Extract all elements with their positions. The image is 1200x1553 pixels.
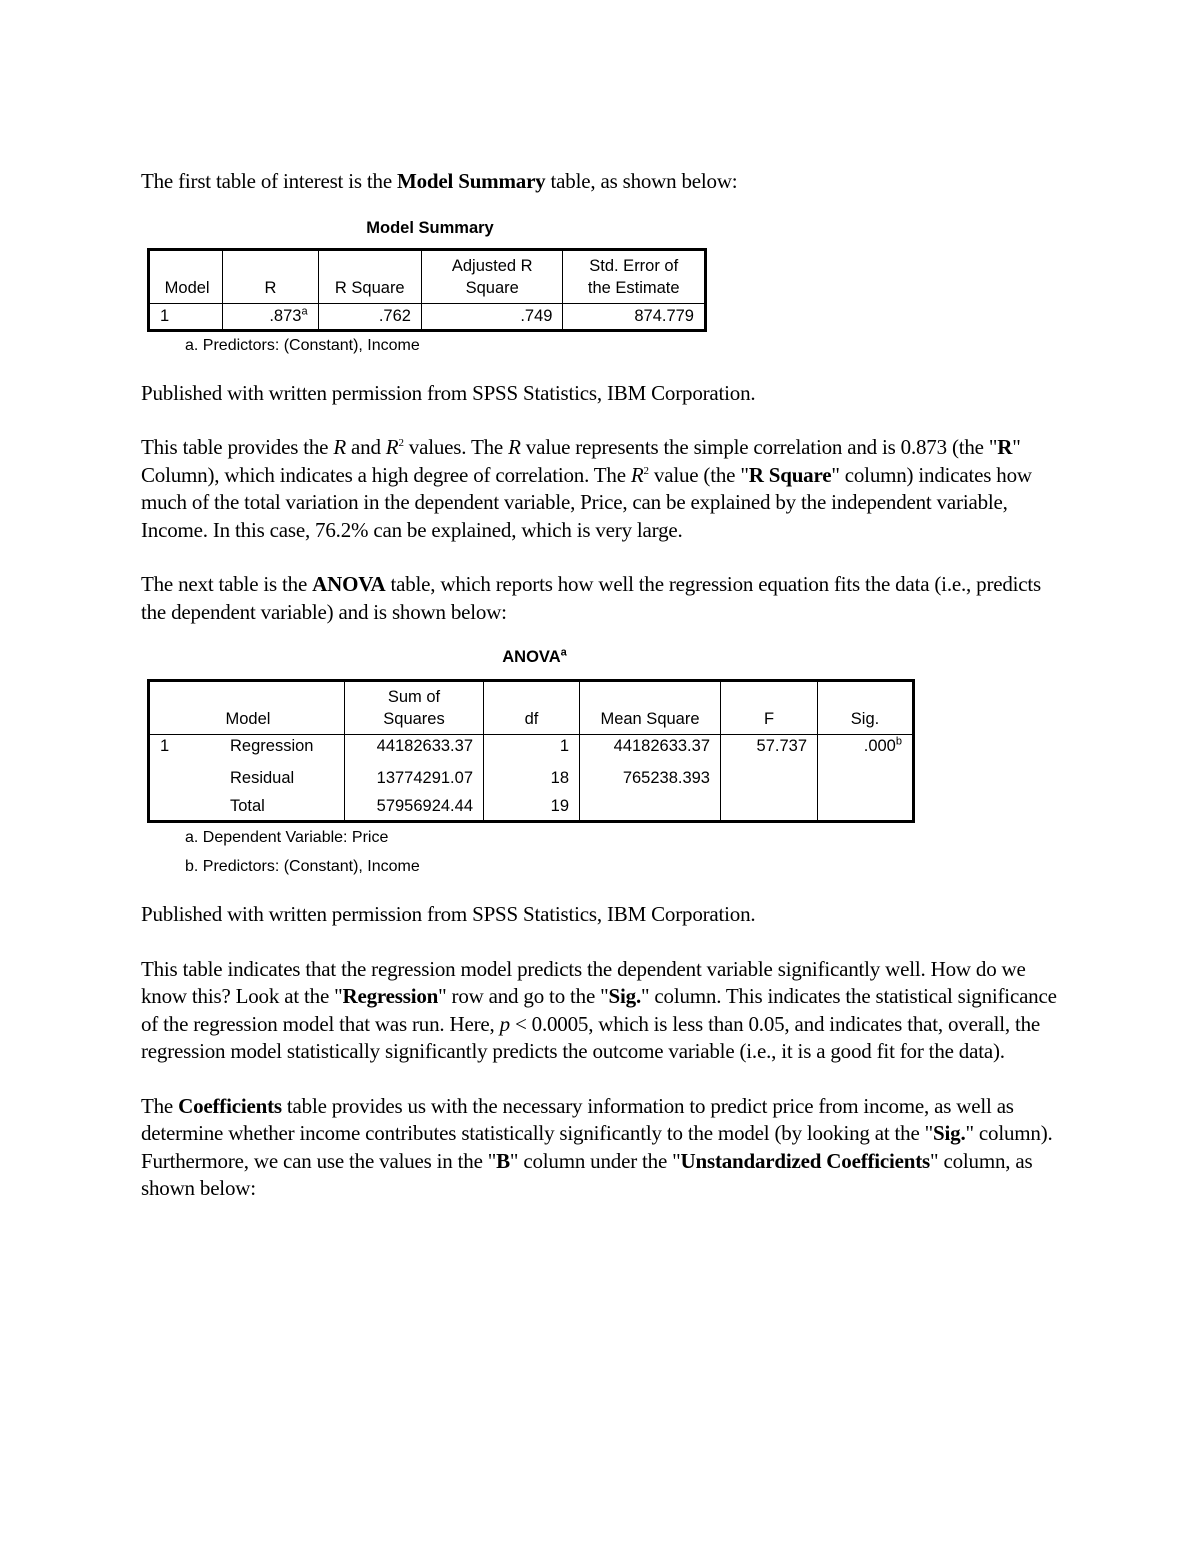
header-model: Model <box>149 681 345 735</box>
cell-sig <box>818 764 914 793</box>
header-df: df <box>484 681 580 735</box>
anova-block <box>147 648 922 876</box>
model-summary-title: Model Summary <box>366 218 494 237</box>
cell-ss: 44182633.37 <box>345 735 484 764</box>
document-page <box>141 168 1066 1203</box>
significance-paragraph: This table indicates that the regression model predicts the dependent variable significantly well. How do we know this? Look at the "Regression" row and go to the "Sig." column. This indicates the statistical significance of the regression model that was run. Here, p < 0.0005, which is less than 0.05, and indicates that, overall, the regression model statistically significantly predicts the outcome variable (i.e., it is a good fit for the data). <box>141 956 1057 1063</box>
header-r-square: R Square <box>318 249 421 303</box>
header-std-error: Std. Error of the Estimate <box>563 249 706 303</box>
header-sum-of-squares: Sum of Squares <box>345 681 484 735</box>
anova-title: ANOVA$^a$ <box>502 646 567 666</box>
cell-df: 19 <box>484 793 580 822</box>
header-r: R <box>223 249 318 303</box>
cell-ms <box>580 793 721 822</box>
cell-label: Regression <box>220 735 345 764</box>
cell-ms: 765238.393 <box>580 764 721 793</box>
table-row <box>149 764 914 793</box>
model-summary-footnote: a. Predictors: (Constant), Income <box>185 336 420 354</box>
cell-label: Total <box>220 793 345 822</box>
anova-footnote-b: b. Predictors: (Constant), Income <box>185 858 420 875</box>
model-summary-header-row <box>149 249 706 303</box>
anova-table <box>147 679 915 823</box>
model-summary-block <box>147 219 713 355</box>
cell-std-error: 874.779 <box>563 303 706 330</box>
header-adjusted-r-square: Adjusted R Square <box>421 249 563 303</box>
cell-ss: 13774291.07 <box>345 764 484 793</box>
cell-adj-r-square: .749 <box>421 303 563 330</box>
cell-r-square: .762 <box>318 303 421 330</box>
cell-f <box>721 793 818 822</box>
permission-note: Published with written permission from SPSS Statistics, IBM Corporation. <box>141 380 756 405</box>
header-f: F <box>721 681 818 735</box>
coefficients-paragraph: The Coefficients table provides us with the necessary information to predict price from income, as well as determine whether income contributes statistically significantly to the model (by looking at the "Sig." column). Furthermore, we can use the values in the "B" column under the "Unstandardized Coefficients" column, as shown below: <box>141 1093 1053 1200</box>
cell-df: 18 <box>484 764 580 793</box>
header-sig: Sig. <box>818 681 914 735</box>
cell-ms: 44182633.37 <box>580 735 721 764</box>
table-row <box>149 793 914 822</box>
permission-note: Published with written permission from SPSS Statistics, IBM Corporation. <box>141 902 756 926</box>
cell-r: .873$^a$ <box>223 303 318 330</box>
r-values-paragraph: This table provides the R and $R^2$ values. The R value represents the simple correlation and is 0.873 (the "R" Column), which indicates a high degree of correlation. The $R^2$ value (the "R Square" column) indicates how much of the total variation in the dependent variable, Price, can be explained by the independent variable, Income. In this case, 76.2% can be explained, which is very large. <box>141 435 1032 542</box>
cell-ss: 57956924.44 <box>345 793 484 822</box>
intro-paragraph: The first table of interest is the Model Summary table, as shown below: <box>141 169 738 193</box>
cell-sig <box>818 793 914 822</box>
cell-model: 1 <box>149 303 223 330</box>
table-row <box>149 303 706 330</box>
cell-sig: .000$^b$ <box>818 735 914 764</box>
cell-f: 57.737 <box>721 735 818 764</box>
cell-f <box>721 764 818 793</box>
table-row <box>149 735 914 764</box>
cell-label: Residual <box>220 764 345 793</box>
anova-intro-paragraph: The next table is the ANOVA table, which reports how well the regression equation fits the data (i.e., predicts the dependent variable) and is shown below: <box>141 572 1042 624</box>
cell-model: 1 <box>149 735 221 822</box>
model-summary-table <box>147 248 707 332</box>
anova-header-row <box>149 681 914 735</box>
cell-df: 1 <box>484 735 580 764</box>
anova-footnote-a: a. Dependent Variable: Price <box>185 829 389 846</box>
header-mean-square: Mean Square <box>580 681 721 735</box>
header-model: Model <box>149 249 223 303</box>
